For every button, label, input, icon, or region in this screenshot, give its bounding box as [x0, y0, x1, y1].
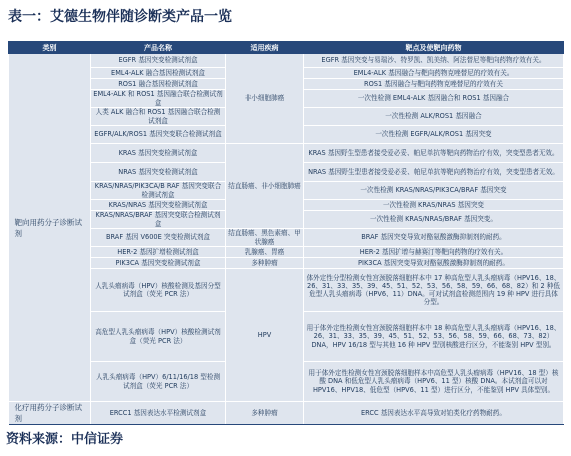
target-cell: 用于体外定性检测女性宫颈脱落细胞样本中 18 种高危型人乳头瘤病毒（HPV16、18、26、31、33、35、39、45、51、52、53、56、58、59、66、68、73、82）DNA，HPV 16/18 型与其他 16 种 HPV 型别核酸进行区分，不能鉴别 HPV 型别。 [304, 312, 564, 362]
target-cell: 一次性检测 EML4-ALK 基因融合和 ROS1 基因融合 [304, 90, 564, 108]
product-cell: ROS1 融合基因检测试剂盒 [91, 79, 226, 90]
category-cell: 化疗用药分子诊断试剂 [9, 402, 91, 425]
target-cell: ROS1 基因融合与靶向药物克唑替尼的疗效有关 [304, 79, 564, 90]
product-cell: 人乳头瘤病毒（HPV）核酸检测及基因分型试剂盒（荧光 PCR 法） [91, 269, 226, 312]
product-cell: KRAS/NRAS 基因突变检测试剂盒 [91, 200, 226, 211]
table-row [9, 258, 564, 269]
product-cell: KRAS/NRAS/BRAF 基因突变联合检测试剂盒 [91, 211, 226, 229]
product-cell: KRAS/NRAS/PIK3CA/B RAF 基因突变联合检测试剂盒 [91, 182, 226, 200]
indication-cell: 乳腺癌、胃癌 [226, 247, 304, 258]
product-cell: 人乳头瘤病毒（HPV）6/11/16/18 型检测试剂盒（荧光 PCR 法） [91, 362, 226, 402]
table-row [9, 402, 564, 425]
target-cell: 用于体外定性检测女性宫颈脱落细胞样本中高危型人乳头瘤病毒（HPV16、18 型）核酸 DNA 和低危型人乳头瘤病毒（HPV6、11 型）核酸 DNA。本试剂盒可以对 HPV16、HPV18、低危型（HPV6、11 型）进行区分，不能鉴别 HPV 具体型别。 [304, 362, 564, 402]
target-cell: EML4-ALK 基因融合与靶向药物克唑替尼的疗效有关。 [304, 68, 564, 79]
product-cell: 人类 ALK 融合和 ROS1 基因融合联合检测试剂盒 [91, 108, 226, 126]
target-cell: PIK3CA 基因突变导致对酪氨酸激酶抑制剂的耐药。 [304, 258, 564, 269]
category-cell: 靶向用药分子诊断试剂 [9, 54, 91, 402]
target-cell: 一次性检测 EGFR/ALK/ROS1 基因突变 [304, 126, 564, 144]
source-note: 资料来源：中信证券 [6, 432, 124, 447]
indication-cell: HPV [226, 269, 304, 402]
target-cell: KRAS 基因野生型患者接受爱必妥、帕尼单抗等靶向药物治疗有效，突变型患者无效。 [304, 144, 564, 163]
product-cell: EGFR 基因突变检测试剂盒 [91, 54, 226, 68]
target-cell: 一次性检测 ALK/ROS1 基因融合 [304, 108, 564, 126]
product-cell: HER-2 基因扩增检测试剂盒 [91, 247, 226, 258]
header-category: 类别 [9, 42, 91, 54]
target-cell: BRAF 基因突变导致对酪氨酸激酶抑制剂的耐药。 [304, 229, 564, 247]
product-cell: ERCC1 基因表达水平检测试剂盒 [91, 402, 226, 425]
product-table [8, 41, 564, 425]
indication-cell: 多种肿瘤 [226, 402, 304, 425]
product-cell: NRAS 基因突变检测试剂盒 [91, 163, 226, 182]
table-row [9, 54, 564, 68]
product-cell: BRAF 基因 V600E 突变检测试剂盒 [91, 229, 226, 247]
table-row [9, 247, 564, 258]
product-cell: EML4-ALK 融合基因检测试剂盒 [91, 68, 226, 79]
target-cell: 一次性检测 KRAS/NRAS/BRAF 基因突变。 [304, 211, 564, 229]
page-title: 表一：艾德生物伴随诊断类产品一览 [8, 9, 232, 25]
target-cell: 一次性检测 KRAS/NRAS/PIK3CA/BRAF 基因突变 [304, 182, 564, 200]
product-cell: KRAS 基因突变检测试剂盒 [91, 144, 226, 163]
target-cell: ERCC 基因表达水平高导致对铂类化疗药物耐药。 [304, 402, 564, 425]
target-cell: 一次性检测 KRAS/NRAS 基因突变 [304, 200, 564, 211]
header-indication: 适用疾病 [226, 42, 304, 54]
indication-cell: 非小细胞肺癌 [226, 54, 304, 144]
table-row [9, 269, 564, 312]
indication-cell: 结直肠癌、非小细胞肺癌 [226, 144, 304, 229]
indication-cell: 结直肠癌、黑色素瘤、甲状腺癌 [226, 229, 304, 247]
table-row [9, 229, 564, 247]
table-header-row [9, 42, 564, 54]
product-cell: PIK3CA 基因突变检测试剂盒 [91, 258, 226, 269]
target-cell: HER-2 基因扩增与赫赛汀等靶向药物的疗效有关。 [304, 247, 564, 258]
table-row [9, 144, 564, 163]
product-cell: EGFR/ALK/ROS1 基因突变联合检测试剂盒 [91, 126, 226, 144]
indication-cell: 多种肿瘤 [226, 258, 304, 269]
header-product: 产品名称 [91, 42, 226, 54]
target-cell: 体外定性分型检测女性宫颈脱落细胞样本中 17 种高危型人乳头瘤病毒（HPV16、18、26、31、33、35、39、45、51、52、53、56、58、59、66、68、82）和 2 种低危型人乳头瘤病毒（HPV6、11）DNA。可对试剂盒检测范围内 19 种 HPV 进行具体分型。 [304, 269, 564, 312]
target-cell: NRAS 基因野生型患者接受爱必妥、帕尼单抗等靶向药物治疗有效，突变型患者无效。 [304, 163, 564, 182]
target-cell: EGFR 基因突变与易瑞沙、特罗凯、凯美纳、阿法替尼等靶向药物疗效有关。 [304, 54, 564, 68]
product-cell: EML4-ALK 和 ROS1 基因融合联合检测试剂盒 [91, 90, 226, 108]
header-target: 靶点及使靶向药物 [304, 42, 564, 54]
product-cell: 高危型人乳头瘤病毒（HPV）核酸检测试剂盒（荧光 PCR 法） [91, 312, 226, 362]
